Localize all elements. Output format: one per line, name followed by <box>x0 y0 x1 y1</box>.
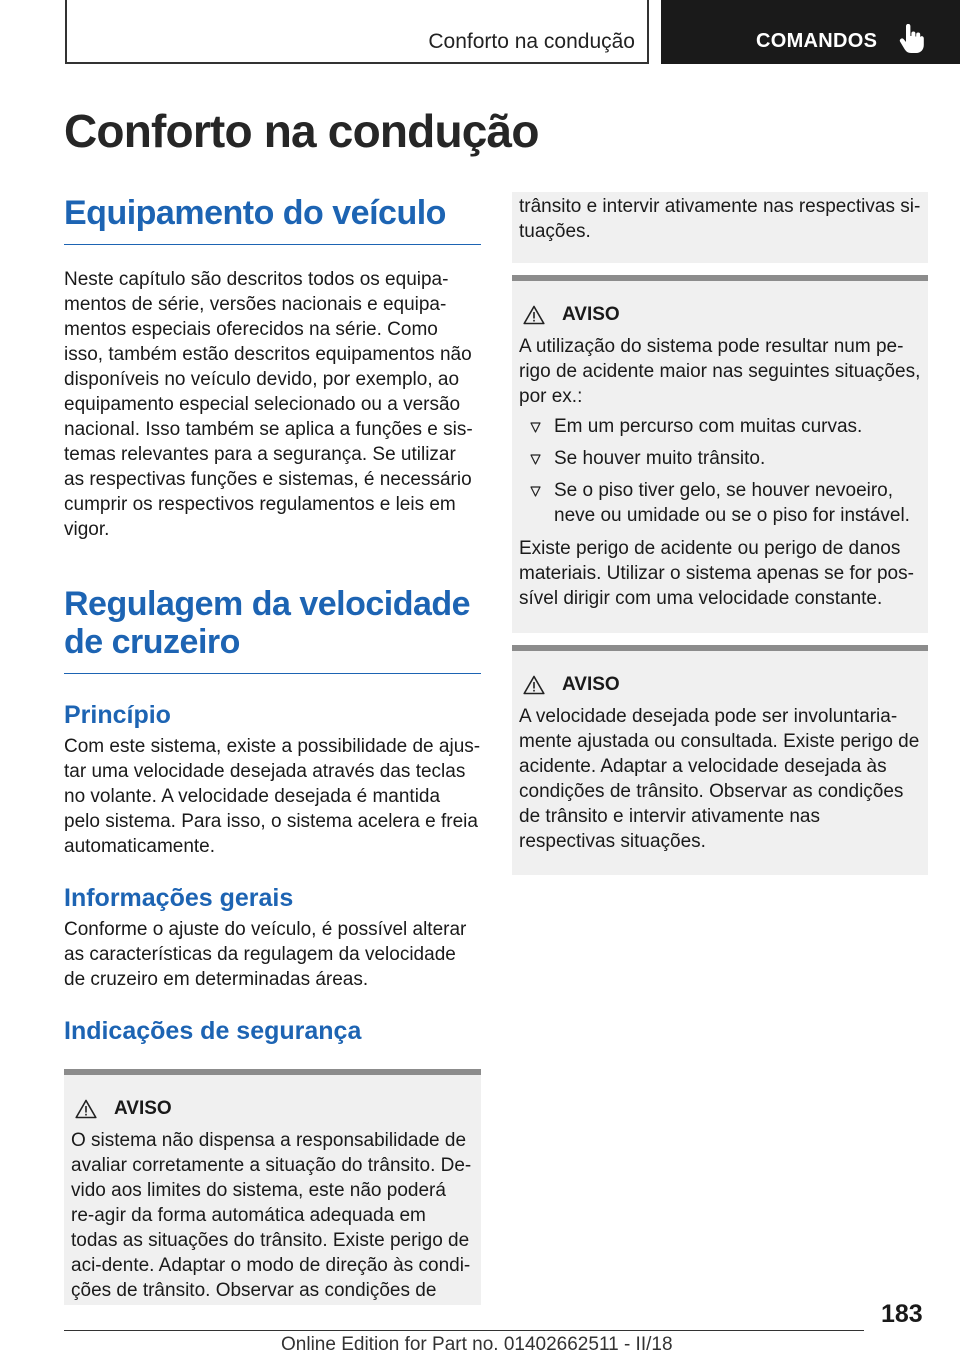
list-item: Em um percurso com muitas curvas. <box>519 414 921 439</box>
warning-continuation-text: trânsito e intervir ativamente nas respectivas si-tuações. <box>519 196 921 242</box>
paragraph-principle: Com este sistema, existe a possibilidade de ajus-tar uma velocidade desejada através das teclas no volante. A velocidade desejada é mantida pelo sistema. Para isso, o sistema acelera e freia automaticamente. <box>64 736 481 857</box>
warning-header <box>519 671 921 699</box>
warning-triangle-icon <box>523 305 545 325</box>
warning-outro-text: Existe perigo de acidente ou perigo de danos materiais. Utilizar o sistema apenas se for pos-sível dirigir com uma velocidade constante. <box>519 538 914 609</box>
warning-box-continuation <box>512 192 928 263</box>
triangle-bullet-icon <box>530 486 541 497</box>
warning-intro-text: A utilização do sistema pode resultar num pe-rigo de acidente maior nas seguintes situações, por ex.: <box>519 336 921 407</box>
warning-label: AVISO <box>114 1098 172 1119</box>
page-title: Conforto na condução <box>64 105 539 157</box>
warning-situation-list <box>519 414 921 528</box>
warning-label: AVISO <box>562 674 620 695</box>
heading-principle: Princípio <box>64 701 171 729</box>
warning-triangle-icon <box>75 1099 97 1119</box>
warning-label: AVISO <box>562 304 620 325</box>
header-section-title: Conforto na condução <box>428 30 635 53</box>
warning-header <box>71 1095 474 1123</box>
warning-text: O sistema não dispensa a responsabilidade de avaliar corretamente a situação do trânsito. De-vido aos limites do sistema, este não poderá re-agir da forma automática adequada em todas as situações do trânsito. Existe perigo de aci-dente. Adaptar o modo de direção às condi-ções de trânsito. Observar as condições de <box>71 1130 472 1301</box>
list-item: Se houver muito trânsito. <box>519 446 921 471</box>
footer-edition-text: Online Edition for Part no. 01402662511 - II/18 <box>281 1334 673 1355</box>
heading-general-info: Informações gerais <box>64 884 294 912</box>
warning-box-2 <box>512 275 928 633</box>
warning-box-3 <box>512 645 928 875</box>
page-number: 183 <box>881 1300 923 1328</box>
heading-vehicle-equipment: Equipamento do veículo <box>64 194 481 245</box>
triangle-bullet-icon <box>530 454 541 465</box>
footer-divider <box>64 1330 864 1331</box>
hand-pointer-icon <box>898 24 924 54</box>
warning-header <box>519 301 921 329</box>
header-section-box <box>65 0 649 64</box>
heading-cruise-control: Regulagem da velocidade de cruzeiro <box>64 585 481 674</box>
left-column <box>64 190 481 1305</box>
right-column <box>512 192 928 875</box>
triangle-bullet-icon <box>530 422 541 433</box>
warning-box-1 <box>64 1069 481 1305</box>
paragraph-vehicle-equipment: Neste capítulo são descritos todos os equipa-mentos de série, versões nacionais e equipa-mentos especiais oferecidos na série. Como isso, também estão descritos equipamentos não disponíveis no veículo devido, por exemplo, ao equipamento especial selecionado ou a versão nacional. Isso também se aplica a funções e sis-temas relevantes para a segurança. Se utilizar as respectivas funções e sistemas, é necessário cumprir os respectivos regulamentos e leis em vigor. <box>64 269 473 540</box>
warning-text: A velocidade desejada pode ser involuntaria-mente ajustada ou consultada. Existe perigo de acidente. Adaptar a velocidade desejada às condições de trânsito. Observar as condições de trânsito e intervir ativamente nas respectivas situações. <box>519 706 920 852</box>
paragraph-general-info: Conforme o ajuste do veículo, é possível alterar as características da regulagem da velocidade de cruzeiro em determinadas áreas. <box>64 919 467 990</box>
list-item: Se o piso tiver gelo, se houver nevoeiro, neve ou umidade ou se o piso for instável. <box>519 478 921 528</box>
heading-safety-notes: Indicações de segurança <box>64 1017 362 1045</box>
header-chapter-label: COMANDOS <box>756 30 878 52</box>
warning-triangle-icon <box>523 675 545 695</box>
header-chapter-box <box>661 0 960 64</box>
